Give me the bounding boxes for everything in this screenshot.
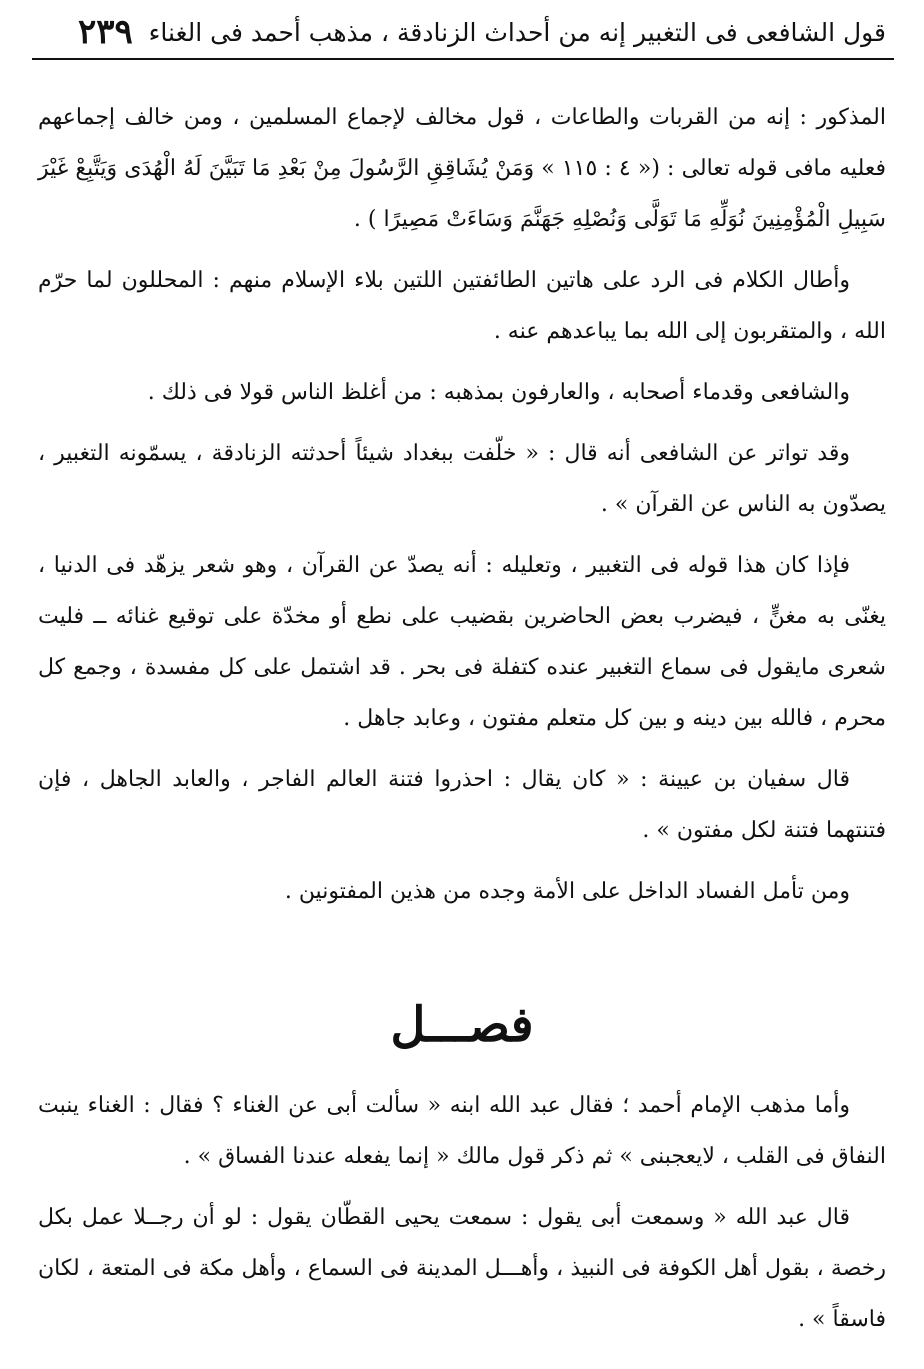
body-text: [38, 92, 886, 917]
paragraph: والشافعى وقدماء أصحابه ، والعارفون بمذهبه : من أغلظ الناس قولا فى ذلك .: [147, 380, 850, 405]
paragraph: وقد تواتر عن الشافعى أنه قال : « خلّفت ببغداد شيئاً أحدثته الزنادقة ، يسمّونه التغبير ، يصدّون به الناس عن القرآن » .: [38, 441, 886, 517]
paragraph: قال عبد الله « وسمعت أبى يقول : سمعت يحيى القطّان يقول : لو أن رجــلا عمل بكل رخصة ، بقول أهل الكوفة فى النبيذ ، وأهـــل المدينة فى السماع ، وأهل مكة فى المتعة ، لكان فاسقاً » .: [38, 1205, 886, 1332]
paragraph: ومن تأمل الفساد الداخل على الأمة وجده من هذين المفتونين .: [284, 879, 850, 904]
running-title: قول الشافعى فى التغبير إنه من أحداث الزنادقة ، مذهب أحمد فى الغناء: [148, 17, 886, 47]
section-heading: فصـــل: [390, 997, 534, 1053]
book-page: [38, 0, 886, 1369]
running-header: [38, 14, 886, 50]
paragraph: المذكور : إنه من القربات والطاعات ، قول مخالف لإجماع المسلمين ، ومن خالف إجماعهم فعليه مافى قوله تعالى : (« ٤ : ١١٥ » وَمَنْ يُشَاقِقِ الرَّسُولَ مِنْ بَعْدِ مَا تَبَيَّنَ لَهُ الْهُدَى وَيَتَّبِعْ غَيْرَ سَبِيلِ الْمُؤْمِنِينَ نُوَلِّهِ مَا تَوَلَّى وَنُصْلِهِ جَهَنَّمَ وَسَاءَتْ مَصِيرًا ) .: [38, 105, 886, 232]
header-rule: [32, 58, 894, 60]
body-text-section: [38, 1080, 886, 1345]
paragraph: قال سفيان بن عيينة : « كان يقال : احذروا فتنة العالم الفاجر ، والعابد الجاهل ، فإن فتنتهما فتنة لكل مفتون » .: [38, 767, 886, 843]
paragraph: وأطال الكلام فى الرد على هاتين الطائفتين اللتين بلاء الإسلام منهم : المحللون لما حرّم الله ، والمتقربون إلى الله بما يباعدهم عنه .: [38, 268, 886, 344]
page-number: ٢٣٩: [78, 12, 133, 52]
paragraph: فإذا كان هذا قوله فى التغبير ، وتعليله : أنه يصدّ عن القرآن ، وهو شعر يزهّد فى الدنيا ، يغنّى به مغنٍّ ، فيضرب بعض الحاضرين بقضيب على نطع أو مخدّة على توقيع غنائه ــ فليت شعرى مايقول فى سماع التغبير عنده كتفلة فى بحر . قد اشتمل على كل مفسدة ، وجمع كل محرم ، فالله بين دينه و بين كل متعلم مفتون ، وعابد جاهل .: [38, 553, 886, 731]
paragraph: وأما مذهب الإمام أحمد ؛ فقال عبد الله ابنه « سألت أبى عن الغناء ؟ فقال : الغناء ينبت النفاق فى القلب ، لايعجبنى » ثم ذكر قول مالك « إنما يفعله عندنا الفساق » .: [38, 1093, 886, 1169]
